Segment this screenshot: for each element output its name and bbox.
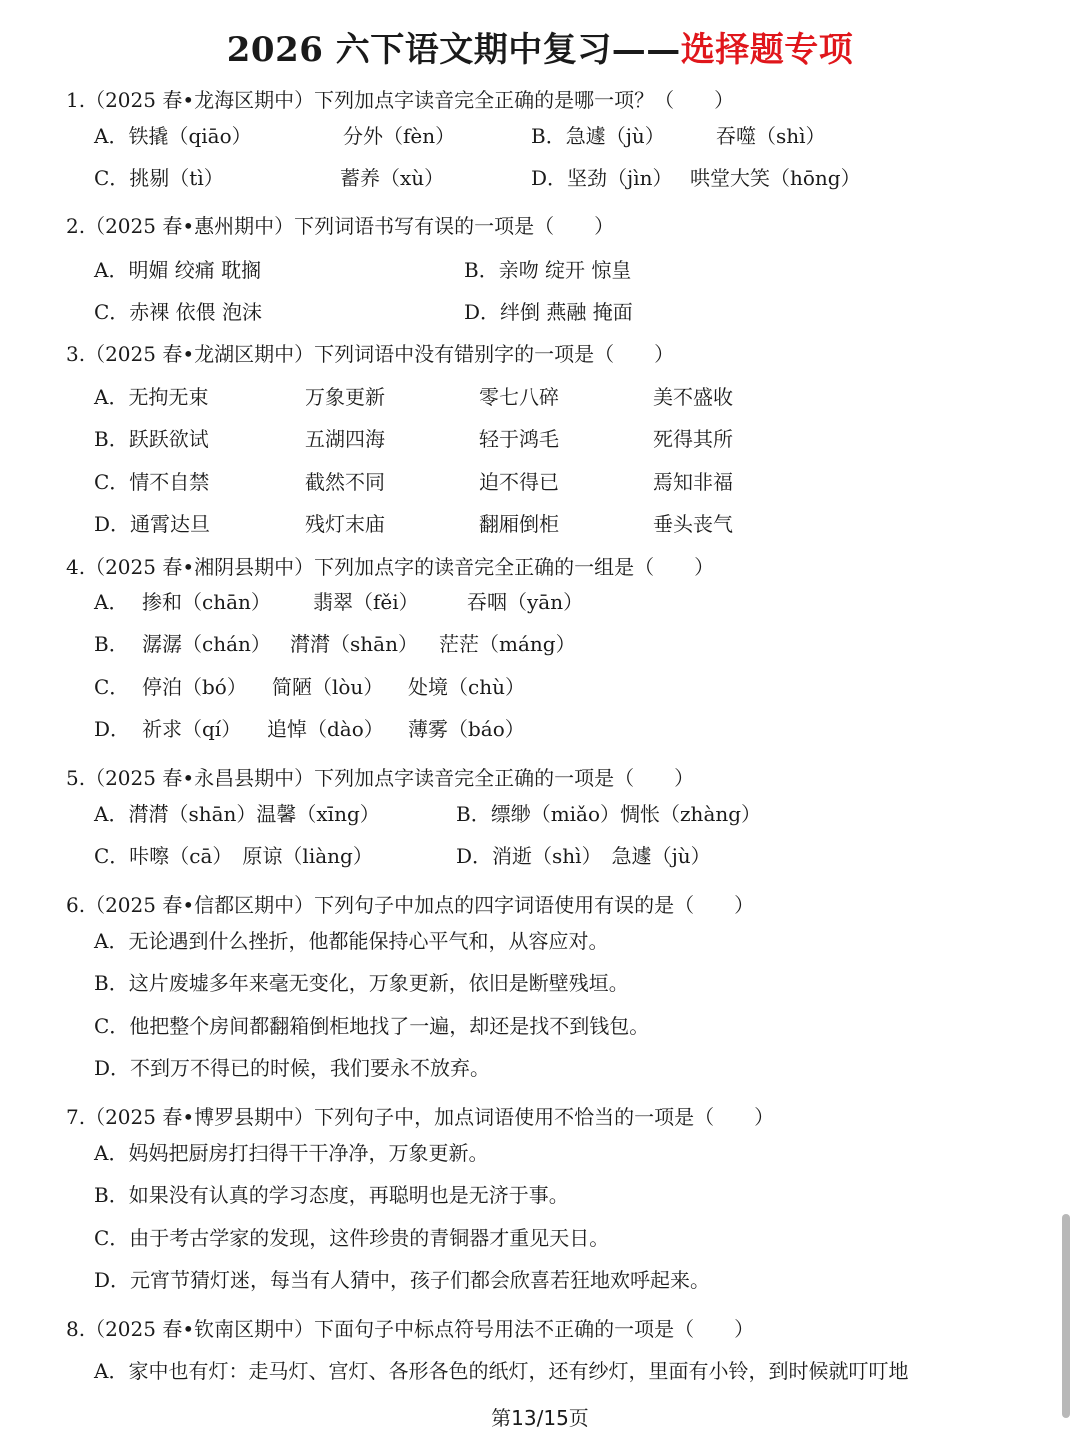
option-text: 吞咽（yān） [467, 590, 584, 614]
option-text: 翡翠（fěi） [313, 590, 419, 614]
page-number: 第13/15页 [491, 1406, 589, 1430]
option-text: A．铁撬（qiāo） [94, 124, 252, 148]
page-title [0, 22, 1080, 71]
option-text: 哄堂大笑（hōng） [690, 166, 861, 190]
option-text: A．无论遇到什么挫折，他都能保持心平气和，从容应对。 [94, 929, 609, 953]
question-stem: 2.（2025 春•惠州期中）下列词语书写有误的一项是（ ） [66, 214, 615, 238]
option-text: 截然不同 [305, 470, 385, 494]
option-text: C．赤裸 依偎 泡沫 [94, 300, 263, 324]
option-text: B．如果没有认真的学习态度，再聪明也是无济于事。 [94, 1183, 569, 1207]
option-text: D．绊倒 燕融 掩面 [464, 300, 633, 324]
option-label: A． [94, 590, 129, 614]
option-text: 吞噬（shì） [716, 124, 826, 148]
option-text: B．亲吻 绽开 惊皇 [464, 258, 632, 282]
option-text: B．急遽（jù） [531, 124, 665, 148]
option-text: 五湖四海 [305, 427, 385, 451]
option-text: D．坚劲（jìn） [531, 166, 673, 190]
option-text: 美不盛收 [653, 385, 733, 409]
option-text: C．咔嚓（cā） 原谅（liàng） [94, 844, 373, 868]
option-text: B．这片废墟多年来毫无变化，万象更新，依旧是断壁残垣。 [94, 971, 629, 995]
option-text: 残灯末庙 [305, 512, 385, 536]
option-text: D．不到万不得已的时候，我们要永不放弃。 [94, 1056, 491, 1080]
option-text: B．缥缈（miǎo）惆怅（zhàng） [456, 802, 762, 826]
option-text: 潸潸（shān） [290, 632, 418, 656]
option-label: C． [94, 675, 130, 699]
option-text: 分外（fèn） [343, 124, 456, 148]
title-highlight: 选择题专项 [680, 30, 854, 70]
option-text: C．他把整个房间都翻箱倒柜地找了一遍，却还是找不到钱包。 [94, 1014, 650, 1038]
option-text: D．消逝（shì） 急遽（jù） [456, 844, 711, 868]
option-text: D．通霄达旦 [94, 512, 211, 536]
question-stem: 1.（2025 春•龙海区期中）下列加点字读音完全正确的是哪一项？（ ） [66, 88, 735, 112]
option-label: D． [94, 717, 131, 741]
option-text: 死得其所 [653, 427, 733, 451]
option-text: 追悼（dào） [267, 717, 384, 741]
option-text: A．潸潸（shān）温馨（xīng） [94, 802, 380, 826]
option-text: 茫茫（máng） [439, 632, 576, 656]
option-text: B．跃跃欲试 [94, 427, 209, 451]
option-text: 垂头丧气 [653, 512, 733, 536]
option-text: A．明媚 绞痛 耽搁 [94, 258, 262, 282]
option-text: C．挑剔（tì） [94, 166, 224, 190]
option-text: 万象更新 [305, 385, 385, 409]
option-text: 处境（chù） [408, 675, 525, 699]
option-text: 薄雾（báo） [408, 717, 525, 741]
title-main: 2026 六下语文期中复习—— [226, 30, 681, 70]
option-text: A．无拘无束 [94, 385, 209, 409]
option-text: 蓄养（xù） [340, 166, 445, 190]
question-stem: 7.（2025 春•博罗县期中）下列句子中，加点词语使用不恰当的一项是（ ） [66, 1105, 775, 1129]
option-text: 祈求（qí） [142, 717, 242, 741]
option-text: 翻厢倒柜 [479, 512, 559, 536]
option-text: 简陋（lòu） [272, 675, 384, 699]
option-text: A．妈妈把厨房打扫得干干净净，万象更新。 [94, 1141, 489, 1165]
option-label: B． [94, 632, 129, 656]
option-text: 停泊（bó） [142, 675, 247, 699]
option-text: 掺和（chān） [142, 590, 271, 614]
option-text: 潺潺（chán） [142, 632, 271, 656]
option-text: D．元宵节猜灯迷，每当有人猜中，孩子们都会欣喜若狂地欢呼起来。 [94, 1268, 711, 1292]
question-stem: 6.（2025 春•信都区期中）下列句子中加点的四字词语使用有误的是（ ） [66, 893, 755, 917]
option-text: 迫不得已 [479, 470, 559, 494]
option-text: 轻于鸿毛 [479, 427, 559, 451]
question-stem: 5.（2025 春•永昌县期中）下列加点字读音完全正确的一项是（ ） [66, 766, 695, 790]
scrollbar[interactable] [1062, 1214, 1070, 1418]
question-stem: 3.（2025 春•龙湖区期中）下列词语中没有错别字的一项是（ ） [66, 342, 675, 366]
option-text: 零七八碎 [479, 385, 559, 409]
question-stem: 4.（2025 春•湘阴县期中）下列加点字的读音完全正确的一组是（ ） [66, 555, 715, 579]
option-text: A．家中也有灯：走马灯、宫灯、各形各色的纸灯，还有纱灯，里面有小铃，到时候就叮叮地 [94, 1359, 909, 1383]
option-text: C．情不自禁 [94, 470, 210, 494]
question-stem: 8.（2025 春•钦南区期中）下面句子中标点符号用法不正确的一项是（ ） [66, 1317, 755, 1341]
option-text: 焉知非福 [653, 470, 733, 494]
option-text: C．由于考古学家的发现，这件珍贵的青铜器才重见天日。 [94, 1226, 610, 1250]
